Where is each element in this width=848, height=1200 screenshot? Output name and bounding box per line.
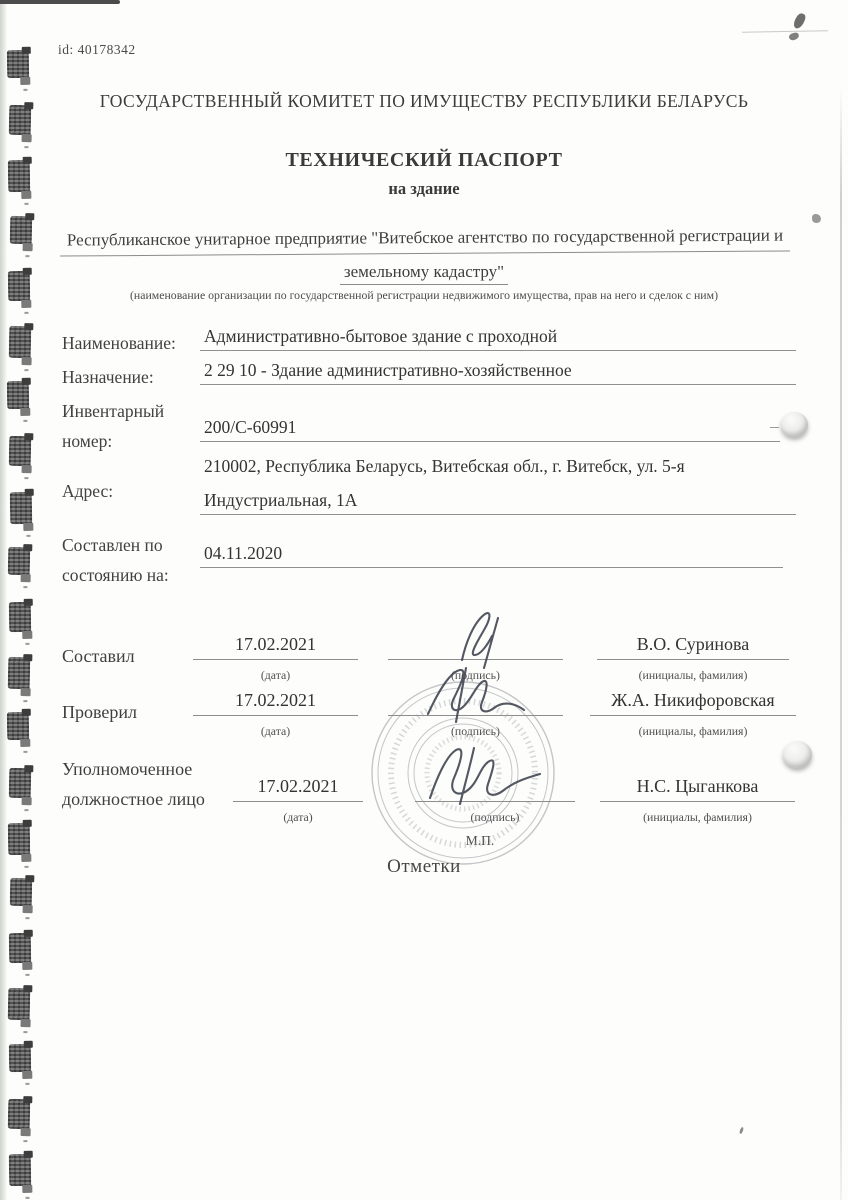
field-value-purpose: 2 29 10 - Здание административно-хозяйственное: [200, 360, 796, 385]
field-value-name: Административно-бытовое здание с проходной: [200, 326, 796, 351]
field-label-name: Наименование:: [62, 333, 176, 353]
ink-smudge: [792, 12, 807, 30]
binding-hole-mark: [9, 602, 32, 632]
caption-signature: (подпись): [451, 724, 500, 738]
scan-artifact-top-line: [0, 0, 120, 4]
scan-right-edge: [840, 85, 842, 1200]
binding-hole-mark: [9, 436, 32, 466]
sig-role-compiled-by: Составил: [62, 646, 135, 666]
signature-compiled-by: [440, 608, 530, 672]
sig-role-authorized-official: Уполномоченное должностное лицо: [62, 759, 205, 810]
binding-hole-mark: [8, 1099, 31, 1129]
sig-date-compiled-by: 17.02.2021: [193, 634, 358, 660]
sig-name-checked-by: Ж.А. Никифоровская: [590, 690, 796, 716]
binding-hole-mark: [8, 547, 31, 575]
field-value-address-line1: 210002, Республика Беларусь, Витебская обл., г. Витебск, ул. 5-я: [204, 456, 685, 476]
binding-hole-mark: [9, 326, 32, 358]
document-title: ТЕХНИЧЕСКИЙ ПАСПОРТ: [285, 149, 563, 171]
caption-date: (дата): [260, 668, 291, 682]
binding-hole-mark: [7, 712, 29, 740]
document-subtitle: на здание: [388, 179, 460, 198]
organization-name-line1: Республиканское унитарное предприятие "Витебское агентство по государственной регистрации и: [60, 225, 790, 256]
field-label-inventory-number: Инвентарный номер:: [62, 401, 165, 451]
binding-hole-mark: [10, 215, 33, 243]
binding-hole-mark: [10, 491, 33, 523]
binding-hole-mark: [9, 1154, 32, 1186]
binding-hole-mark: [7, 50, 29, 78]
sig-name-authorized-official: Н.С. Цыганкова: [600, 776, 795, 802]
binding-hole-mark: [9, 1043, 31, 1071]
binding-hole-mark: [9, 933, 32, 963]
sig-date-authorized-official: 17.02.2021: [233, 776, 363, 802]
sig-role-checked-by: Проверил: [62, 702, 137, 722]
binding-hole-mark: [8, 988, 31, 1020]
field-label-compiled-as-of: Составлен по состоянию на:: [62, 535, 169, 585]
ink-smudge: [788, 32, 799, 41]
ministry-header: ГОСУДАРСТВЕННЫЙ КОМИТЕТ ПО ИМУЩЕСТВУ РЕСПУБЛИКИ БЕЛАРУСЬ: [99, 91, 749, 111]
signature-authorized-official: [420, 740, 550, 808]
organization-name-line2-text: земельному кадастру": [340, 262, 508, 285]
sig-date-checked-by: 17.02.2021: [193, 690, 358, 716]
binding-hole-mark: [8, 823, 31, 855]
caption-initials-surname: (инициалы, фамилия): [638, 668, 748, 682]
marks-section-title: Отметки: [387, 856, 461, 877]
binder-ring-shadow: [783, 741, 812, 768]
binder-ring-shadow: [781, 412, 808, 437]
caption-date: (дата): [283, 810, 313, 824]
organization-name-line2: [0, 262, 848, 282]
scan-artifact-line: [742, 30, 828, 33]
binding-hole-mark: [7, 381, 29, 409]
caption-initials-surname: (инициалы, фамилия): [638, 724, 748, 738]
field-value-compiled-date: 04.11.2020: [200, 543, 783, 568]
sig-name-compiled-by: В.О. Суринова: [597, 634, 789, 660]
field-value-address-line2: Индустриальная, 1А: [200, 490, 796, 515]
caption-date: (дата): [260, 724, 291, 738]
caption-signature: (подпись): [451, 668, 500, 682]
field-label-purpose: Назначение:: [62, 367, 154, 387]
caption-initials-surname: (инициалы, фамилия): [643, 810, 752, 824]
caption-signature: (подпись): [470, 810, 520, 824]
scan-id-number: id: 40178342: [58, 42, 136, 57]
binding-hole-mark: [8, 657, 31, 689]
binding-hole-mark: [9, 767, 32, 797]
field-value-inventory-number: 200/С-60991: [200, 417, 780, 442]
ink-smudge: [812, 214, 821, 223]
organization-caption: (наименование организации по государственной регистрации недвижимого имущества, прав на него и сделок с ним): [129, 288, 719, 302]
binding-hole-mark: [10, 878, 33, 906]
signature-checked-by: [420, 664, 535, 724]
stamp-place-caption: М.П.: [465, 833, 495, 848]
field-label-address: Адрес:: [62, 481, 114, 501]
ink-speck: [739, 1127, 744, 1135]
